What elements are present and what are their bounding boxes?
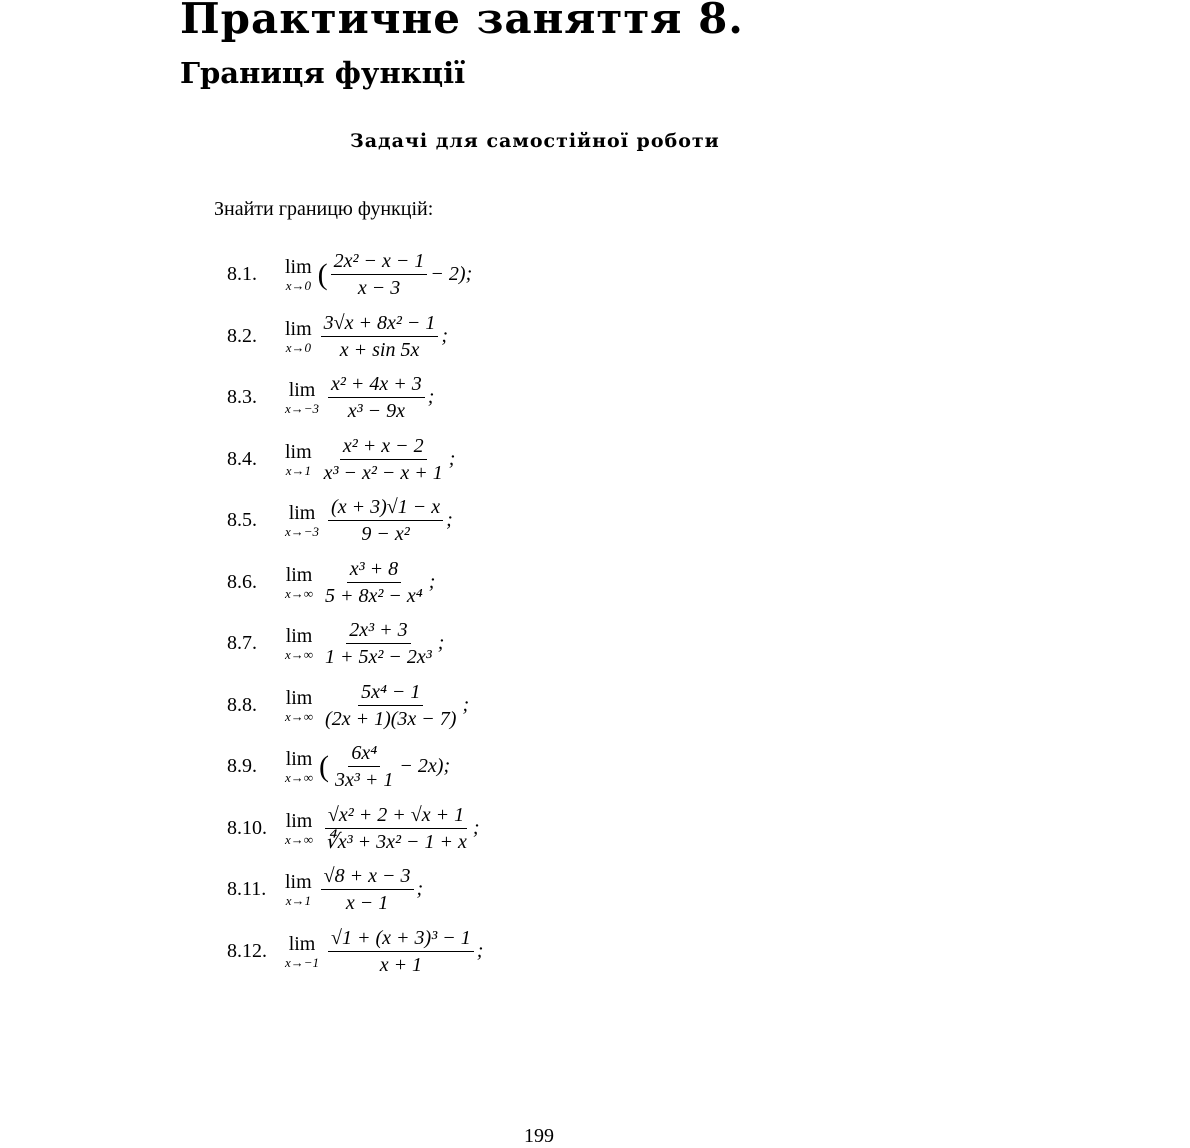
denominator: x³ − x² − x + 1 xyxy=(323,461,443,484)
limit-expression xyxy=(319,619,444,668)
limit-word: lim xyxy=(285,871,312,894)
limit-word: lim xyxy=(285,809,313,832)
problem-item xyxy=(227,613,647,675)
numerator: (x + 3)√1 − x xyxy=(328,496,443,521)
fraction xyxy=(328,927,474,976)
numerator: √8 + x − 3 xyxy=(321,865,414,890)
expression-suffix: − 2); xyxy=(430,263,473,286)
problem-item xyxy=(227,921,647,983)
limit-word: lim xyxy=(288,932,316,955)
limit-subscript: x→−3 xyxy=(285,401,320,417)
expression-suffix: ; xyxy=(416,878,424,901)
numerator: x² + 4x + 3 xyxy=(328,373,425,398)
limit-subscript: x→∞ xyxy=(285,770,314,786)
numerator: 5x⁴ − 1 xyxy=(358,681,423,706)
limit-subscript: x→1 xyxy=(285,893,311,909)
limit-subscript: x→∞ xyxy=(285,647,314,663)
limit-word: lim xyxy=(285,440,312,463)
limit-operator xyxy=(285,872,312,907)
problem-item xyxy=(227,798,647,860)
limit-word: lim xyxy=(285,625,313,648)
denominator: 3x³ + 1 xyxy=(335,769,394,792)
limit-operator xyxy=(285,503,319,538)
expression-suffix: ; xyxy=(437,632,445,655)
fraction xyxy=(328,496,443,545)
limit-subscript: x→∞ xyxy=(285,708,314,724)
section-heading: Задачі для самостійної роботи xyxy=(350,130,720,152)
limit-operator xyxy=(285,319,312,354)
problem-item xyxy=(227,429,647,491)
limit-word: lim xyxy=(285,748,313,771)
limit-subscript: x→1 xyxy=(285,462,311,478)
problem-item xyxy=(227,736,647,798)
limit-subscript: x→−3 xyxy=(285,524,320,540)
limit-expression xyxy=(325,373,434,422)
numerator: 3√x + 8x² − 1 xyxy=(321,312,439,337)
problem-item xyxy=(227,552,647,614)
fraction xyxy=(321,312,439,361)
limit-expression xyxy=(318,435,456,484)
numerator: √1 + (x + 3)³ − 1 xyxy=(328,927,474,952)
problem-number: 8.6. xyxy=(227,570,257,593)
fraction xyxy=(322,804,470,853)
expression-prefix: ( xyxy=(319,749,330,783)
problem-list xyxy=(227,244,647,982)
problem-item xyxy=(227,306,647,368)
limit-expression xyxy=(319,558,435,607)
limit-word: lim xyxy=(285,686,313,709)
page-title: Практичне заняття 8. xyxy=(180,0,744,43)
numerator: x³ + 8 xyxy=(347,558,401,583)
fraction xyxy=(328,373,425,422)
denominator: x + sin 5x xyxy=(339,338,420,361)
problem-item xyxy=(227,675,647,737)
denominator: (2x + 1)(3x − 7) xyxy=(325,707,457,730)
limit-expression xyxy=(325,927,483,976)
limit-expression xyxy=(319,804,480,853)
limit-subscript: x→∞ xyxy=(285,585,314,601)
limit-subscript: x→0 xyxy=(285,339,311,355)
fraction xyxy=(321,435,446,484)
problem-number: 8.10. xyxy=(227,816,267,839)
problem-item xyxy=(227,244,647,306)
limit-expression xyxy=(318,865,424,914)
denominator: 1 + 5x² − 2x³ xyxy=(325,646,432,669)
problem-number: 8.7. xyxy=(227,632,257,655)
limit-operator xyxy=(285,934,319,969)
expression-suffix: ; xyxy=(472,816,480,839)
expression-suffix: ; xyxy=(441,324,449,347)
limit-word: lim xyxy=(285,256,312,279)
fraction xyxy=(322,619,435,668)
problem-number: 8.12. xyxy=(227,939,267,962)
problem-number: 8.4. xyxy=(227,447,257,470)
limit-operator xyxy=(285,565,313,600)
numerator: 6x⁴ xyxy=(348,742,380,767)
denominator: x − 3 xyxy=(357,277,401,300)
limit-operator xyxy=(285,442,312,477)
limit-word: lim xyxy=(288,379,316,402)
denominator: x + 1 xyxy=(379,953,423,976)
fraction xyxy=(332,742,396,791)
fraction xyxy=(322,558,426,607)
limit-operator xyxy=(285,257,312,292)
denominator: x³ − 9x xyxy=(347,400,406,423)
limit-subscript: x→−1 xyxy=(285,954,320,970)
limit-expression xyxy=(318,312,448,361)
numerator: 2x² − x − 1 xyxy=(331,250,428,275)
limit-word: lim xyxy=(285,563,313,586)
limit-word: lim xyxy=(285,317,312,340)
fraction xyxy=(321,865,414,914)
fraction xyxy=(331,250,428,299)
limit-expression xyxy=(325,496,453,545)
numerator: x² + x − 2 xyxy=(340,435,427,460)
problem-number: 8.11. xyxy=(227,878,267,901)
problem-number: 8.1. xyxy=(227,263,257,286)
problem-number: 8.3. xyxy=(227,386,257,409)
problem-item xyxy=(227,859,647,921)
limit-operator xyxy=(285,688,313,723)
page-subtitle: Границя функції xyxy=(180,56,466,90)
page-number: 199 xyxy=(524,1125,554,1147)
fraction xyxy=(322,681,459,730)
problem-number: 8.9. xyxy=(227,755,257,778)
numerator: 2x³ + 3 xyxy=(346,619,410,644)
limit-operator xyxy=(285,626,313,661)
limit-word: lim xyxy=(288,502,316,525)
expression-suffix: ; xyxy=(428,570,436,593)
limit-subscript: x→∞ xyxy=(285,831,314,847)
task-intro: Знайти границю функцій: xyxy=(214,198,434,220)
problem-item xyxy=(227,490,647,552)
expression-suffix: ; xyxy=(446,509,453,532)
denominator: 5 + 8x² − x⁴ xyxy=(325,584,423,607)
problem-number: 8.8. xyxy=(227,693,257,716)
limit-operator xyxy=(285,811,313,846)
limit-operator xyxy=(285,749,313,784)
expression-prefix: ( xyxy=(317,257,328,291)
expression-suffix: ; xyxy=(448,447,456,470)
problem-number: 8.5. xyxy=(227,509,257,532)
expression-suffix: ; xyxy=(476,939,484,962)
limit-expression xyxy=(319,742,450,791)
expression-suffix: − 2x); xyxy=(399,755,451,778)
limit-operator xyxy=(285,380,319,415)
limit-subscript: x→0 xyxy=(285,278,311,294)
numerator: √x² + 2 + √x + 1 xyxy=(325,804,467,829)
denominator: 9 − x² xyxy=(361,523,410,546)
expression-suffix: ; xyxy=(427,386,435,409)
limit-expression xyxy=(318,250,473,299)
denominator: x − 1 xyxy=(345,892,389,915)
limit-expression xyxy=(319,681,469,730)
problem-item xyxy=(227,367,647,429)
expression-suffix: ; xyxy=(462,693,470,716)
denominator: ∜x³ + 3x² − 1 + x xyxy=(325,830,467,853)
problem-number: 8.2. xyxy=(227,324,257,347)
